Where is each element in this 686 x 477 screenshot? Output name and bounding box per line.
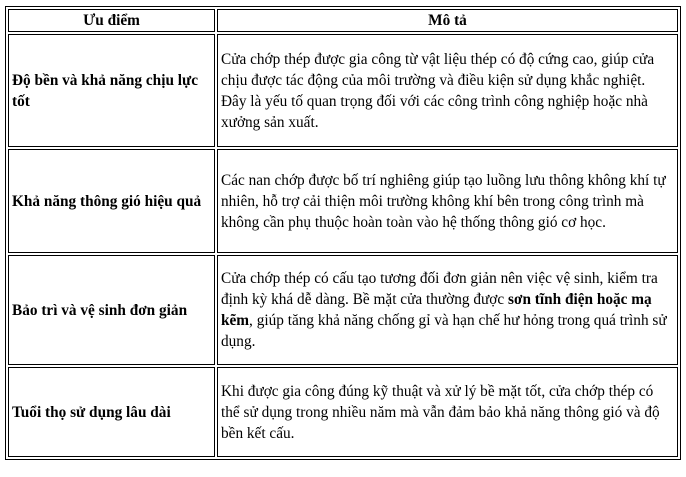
advantage-cell: Bảo trì và vệ sinh đơn giản — [8, 255, 215, 365]
description-bold-text: sơn tĩnh điện hoặc mạ kẽm — [221, 291, 652, 329]
advantage-cell: Khả năng thông gió hiệu quả — [8, 149, 215, 253]
table-row — [8, 149, 678, 253]
table-row — [8, 367, 678, 457]
advantage-cell: Tuổi thọ sử dụng lâu dài — [8, 367, 215, 457]
advantages-table — [5, 6, 681, 460]
description-text: Cửa chớp thép có cấu tạo tương đối đơn giản nên việc vệ sinh, kiểm tra định kỳ khá dễ dàng. Bề mặt cửa thường được — [221, 270, 658, 308]
table-row — [8, 34, 678, 147]
advantage-cell: Độ bền và khả năng chịu lực tốt — [8, 34, 215, 147]
description-text: , giúp tăng khả năng chống gỉ và hạn chế hư hỏng trong quá trình sử dụng. — [221, 312, 667, 350]
header-advantage: Ưu điểm — [8, 9, 215, 32]
description-cell: Các nan chớp được bố trí nghiêng giúp tạo luồng lưu thông không khí tự nhiên, hỗ trợ cải thiện môi trường không khí bên trong công trình mà không cần phụ thuộc hoàn toàn vào hệ thống thông gió cơ học. — [217, 149, 678, 253]
header-description: Mô tả — [217, 9, 678, 32]
table-row — [8, 255, 678, 365]
table-header-row — [8, 9, 678, 32]
description-cell — [217, 255, 678, 365]
description-cell: Cửa chớp thép được gia công từ vật liệu thép có độ cứng cao, giúp cửa chịu được tác động của môi trường và điều kiện sử dụng khắc nghiệt. Đây là yếu tố quan trọng đối với các công trình công nghiệp hoặc nhà xưởng sản xuất. — [217, 34, 678, 147]
description-cell: Khi được gia công đúng kỹ thuật và xử lý bề mặt tốt, cửa chớp thép có thể sử dụng trong nhiều năm mà vẫn đảm bảo khả năng thông gió và độ bền kết cấu. — [217, 367, 678, 457]
